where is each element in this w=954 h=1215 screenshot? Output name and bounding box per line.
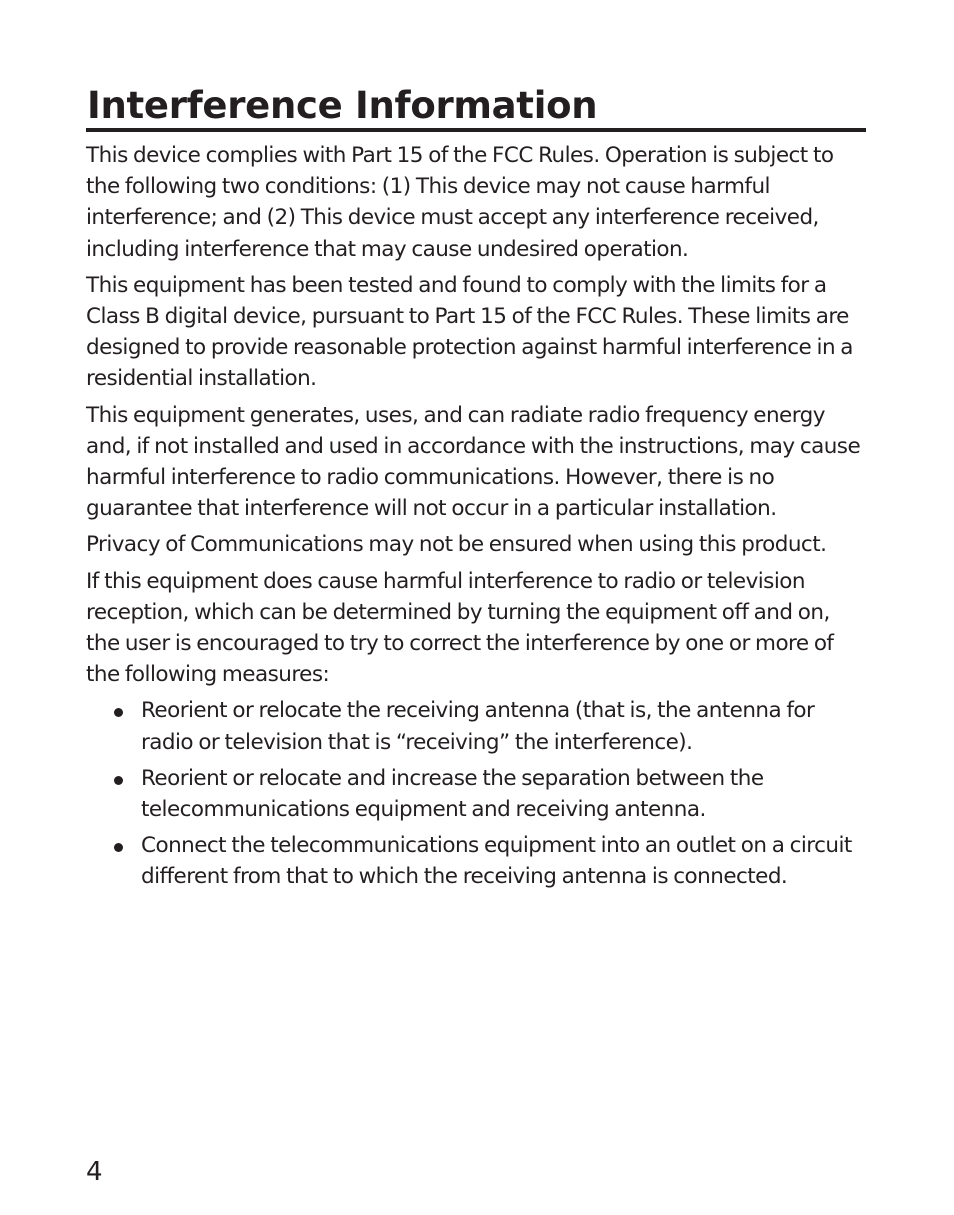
bullet-icon (114, 843, 123, 852)
paragraph-measures-intro: If this equipment does cause harmful interference to radio or television reception, which can be determined by turning the equipment off and on, the user is encouraged to try to correct the interference by one or more of the following measures: (86, 568, 834, 688)
page-content (86, 84, 866, 898)
list-item (141, 695, 866, 757)
list-item (141, 763, 866, 825)
paragraph-privacy: Privacy of Communications may not be ensured when using this product. (86, 532, 827, 558)
page-title: Interference Information (86, 84, 866, 132)
bullet-icon (114, 776, 123, 785)
list-item-text: Reorient or relocate the receiving antenna (that is, the antenna for radio or television that is “receiving” the interference). (141, 698, 815, 755)
list-item-text: Connect the telecommunications equipment into an outlet on a circuit different from that to which the receiving antenna is connected. (141, 833, 852, 890)
list-item-text: Reorient or relocate and increase the separation between the telecommunications equipment and receiving antenna. (141, 765, 764, 823)
measures-list (86, 695, 866, 892)
body-text (86, 140, 866, 893)
paragraph-class-b-limits: This equipment has been tested and found to comply with the limits for a Class B digital device, pursuant to Part 15 of the FCC Rules. These limits are designed to provide reasonable protection against harmful interference in a residential installation. (86, 272, 853, 392)
paragraph-fcc-part15: This device complies with Part 15 of the FCC Rules. Operation is subject to the following two conditions: (1) This device may not cause harmful interference; and (2) This device must accept any interference received, including interference that may cause undesired operation. (86, 143, 834, 262)
paragraph-radio-frequency: This equipment generates, uses, and can radiate radio frequency energy and, if not installed and used in accordance with the instructions, may cause harmful interference to radio communications. However, there is no guarantee that interference will not occur in a particular installation. (86, 402, 861, 522)
bullet-icon (114, 708, 123, 717)
list-item (141, 830, 866, 892)
page-number: 4 (86, 1157, 103, 1187)
